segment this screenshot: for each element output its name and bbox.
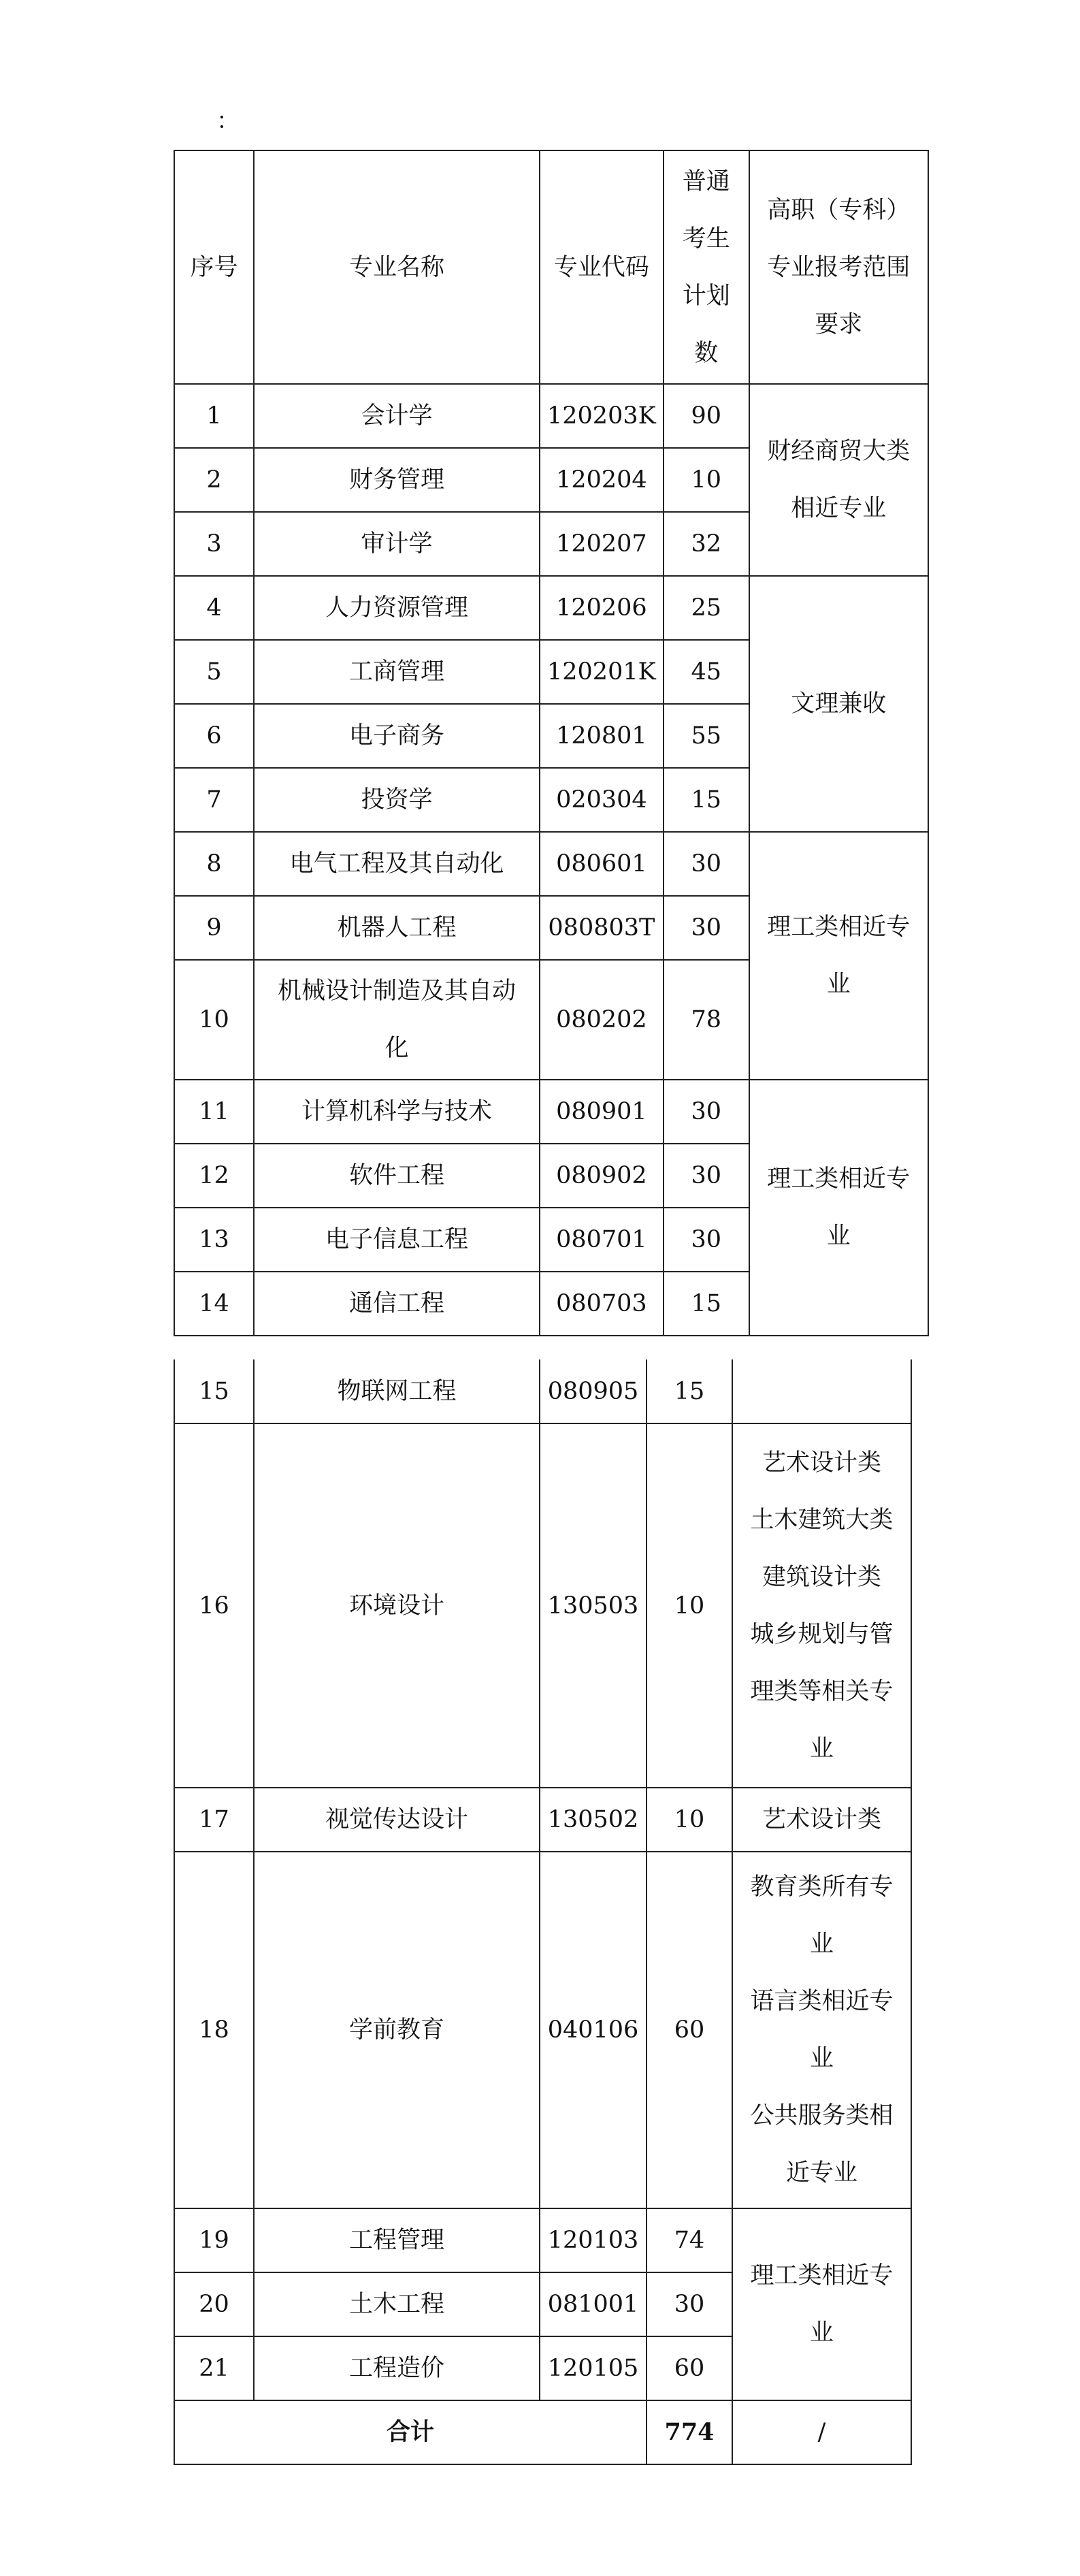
- row-plan: 60: [647, 1852, 732, 2208]
- table-row: [174, 832, 928, 896]
- row-seq: 14: [174, 1272, 254, 1336]
- total-label: 合计: [386, 2418, 434, 2446]
- row-major-name: 机器人工程: [254, 896, 540, 960]
- row-major-code: 020304: [540, 768, 664, 832]
- row-major-name: 财务管理: [254, 448, 540, 512]
- row-plan: 30: [664, 832, 749, 896]
- row-seq: 3: [174, 512, 254, 576]
- row-seq: 12: [174, 1144, 254, 1208]
- requirement-engineering-b: 理工类相近专 业: [749, 1080, 928, 1336]
- row-major-code: 080905: [540, 1359, 647, 1423]
- header-requirement: 高职（专科） 专业报考范围 要求: [749, 150, 928, 384]
- row-major-name: 审计学: [254, 512, 540, 576]
- row-seq: 21: [174, 2336, 254, 2400]
- row-seq: 11: [174, 1080, 254, 1144]
- total-requirement: /: [732, 2400, 911, 2464]
- row-major-code: 040106: [540, 1852, 647, 2208]
- row-major-name: 人力资源管理: [254, 576, 540, 640]
- row-major-code: 080902: [540, 1144, 664, 1208]
- row-major-name: 土木工程: [254, 2272, 540, 2336]
- requirement-visual: 艺术设计类: [732, 1788, 911, 1852]
- page-title: ：: [216, 108, 240, 135]
- row-major-code: 080803T: [540, 896, 664, 960]
- row-major-name: 工程造价: [254, 2336, 540, 2400]
- table-row: [174, 576, 928, 640]
- row-seq: 20: [174, 2272, 254, 2336]
- row-major-name: 会计学: [254, 384, 540, 448]
- row-plan: 10: [647, 1423, 732, 1788]
- row-major-code: 130503: [540, 1423, 647, 1788]
- row-seq: 5: [174, 640, 254, 704]
- row-seq: 2: [174, 448, 254, 512]
- row-seq: 6: [174, 704, 254, 768]
- header-seq: 序号: [174, 150, 254, 384]
- row-major-name: 物联网工程: [254, 1359, 540, 1423]
- row-major-name: 计算机科学与技术: [254, 1080, 540, 1144]
- row-major-code: 080202: [540, 960, 664, 1080]
- row-major-code: 120203K: [540, 384, 664, 448]
- row-seq: 15: [174, 1359, 254, 1423]
- row-seq: 9: [174, 896, 254, 960]
- total-plan: 774: [647, 2400, 732, 2464]
- row-seq: 13: [174, 1208, 254, 1272]
- row-plan: 15: [647, 1359, 732, 1423]
- row-plan: 55: [664, 704, 749, 768]
- row-major-code: 120207: [540, 512, 664, 576]
- row-major-code: 130502: [540, 1788, 647, 1852]
- row-major-name: 软件工程: [254, 1144, 540, 1208]
- requirement-arts-science: 文理兼收: [749, 576, 928, 832]
- requirement-environment-design: 艺术设计类 土木建筑大类 建筑设计类 城乡规划与管 理类等相关专 业: [732, 1423, 911, 1788]
- row-plan: 78: [664, 960, 749, 1080]
- row-plan: 60: [647, 2336, 732, 2400]
- row-major-code: 120201K: [540, 640, 664, 704]
- row-major-code: 120801: [540, 704, 664, 768]
- table-row: [174, 1788, 911, 1852]
- row-major-code: 120204: [540, 448, 664, 512]
- row-plan: 30: [664, 896, 749, 960]
- row-seq: 10: [174, 960, 254, 1080]
- row-major-code: 120105: [540, 2336, 647, 2400]
- row-plan: 15: [664, 1272, 749, 1336]
- header-major-name: 专业名称: [254, 150, 540, 384]
- row-plan: 25: [664, 576, 749, 640]
- row-major-code: 080601: [540, 832, 664, 896]
- row-major-name: 电子商务: [254, 704, 540, 768]
- row-seq: 1: [174, 384, 254, 448]
- row-major-name: 电子信息工程: [254, 1208, 540, 1272]
- row-major-name: 视觉传达设计: [254, 1788, 540, 1852]
- header-plan: 普通 考生 计划 数: [664, 150, 749, 384]
- row-major-name: 工程管理: [254, 2208, 540, 2272]
- row-seq: 18: [174, 1852, 254, 2208]
- admission-plan-table-continued: [174, 1359, 912, 2465]
- requirement-empty-cell: [732, 1359, 911, 1423]
- row-seq: 16: [174, 1423, 254, 1788]
- row-major-code: 080701: [540, 1208, 664, 1272]
- row-major-name: 工商管理: [254, 640, 540, 704]
- row-plan: 90: [664, 384, 749, 448]
- table-row: [174, 1423, 911, 1788]
- row-major-code: 081001: [540, 2272, 647, 2336]
- row-plan: 30: [664, 1144, 749, 1208]
- table-row: [174, 2208, 911, 2272]
- row-plan: 32: [664, 512, 749, 576]
- row-seq: 4: [174, 576, 254, 640]
- row-plan: 74: [647, 2208, 732, 2272]
- row-major-code: 080703: [540, 1272, 664, 1336]
- requirement-engineering-c: 理工类相近专 业: [732, 2208, 911, 2400]
- row-major-name: 投资学: [254, 768, 540, 832]
- row-plan: 30: [664, 1208, 749, 1272]
- admission-plan-table: [174, 150, 929, 1336]
- row-major-name: 通信工程: [254, 1272, 540, 1336]
- table-row: [174, 384, 928, 448]
- header-major-code: 专业代码: [540, 150, 664, 384]
- row-major-code: 120103: [540, 2208, 647, 2272]
- row-plan: 15: [664, 768, 749, 832]
- row-seq: 8: [174, 832, 254, 896]
- requirement-engineering-a: 理工类相近专 业: [749, 832, 928, 1080]
- requirement-preschool: 教育类所有专 业 语言类相近专 业 公共服务类相 近专业: [732, 1852, 911, 2208]
- row-plan: 10: [664, 448, 749, 512]
- row-seq: 19: [174, 2208, 254, 2272]
- row-seq: 17: [174, 1788, 254, 1852]
- row-major-name: 学前教育: [254, 1852, 540, 2208]
- row-plan: 30: [664, 1080, 749, 1144]
- total-row: [174, 2400, 911, 2464]
- table-row: [174, 1852, 911, 2208]
- row-seq: 7: [174, 768, 254, 832]
- table-row: [174, 1359, 911, 1423]
- row-major-code: 080901: [540, 1080, 664, 1144]
- header-row: [174, 150, 928, 384]
- row-major-name: 机械设计制造及其自动 化: [254, 960, 540, 1080]
- row-major-name: 电气工程及其自动化: [254, 832, 540, 896]
- row-plan: 30: [647, 2272, 732, 2336]
- row-major-code: 120206: [540, 576, 664, 640]
- row-major-name: 环境设计: [254, 1423, 540, 1788]
- row-plan: 45: [664, 640, 749, 704]
- total-label-cell: [174, 2400, 647, 2464]
- table-row: [174, 1080, 928, 1144]
- row-plan: 10: [647, 1788, 732, 1852]
- requirement-finance: 财经商贸大类 相近专业: [749, 384, 928, 576]
